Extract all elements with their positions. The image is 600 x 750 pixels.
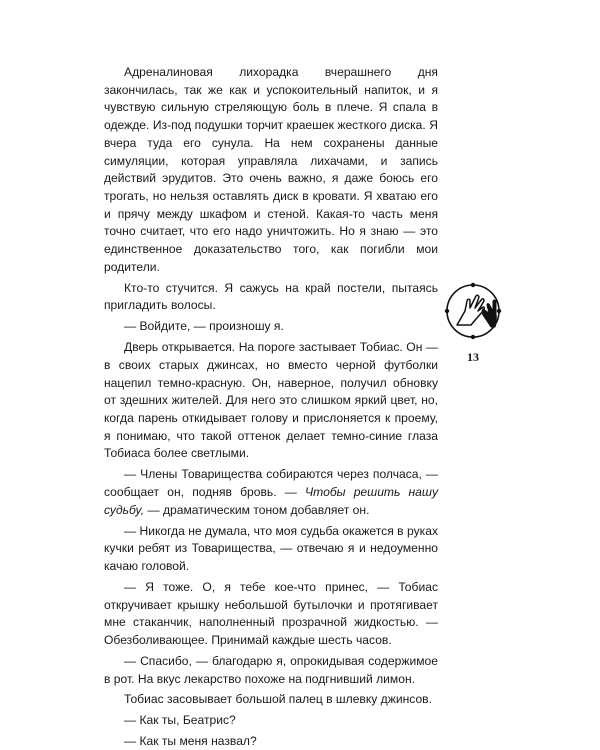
paragraph-text: Дверь открывается. На пороге застывает Тобиас. Он — в своих старых джинсах, но вместо черной футболки нацепил темно-красную. Он, наверное, получил обновку от здешних жителей. Для него это слишком яркий цвет, но, когда парень откидывает голову и прислоняется к проему, я понимаю, что такой оттенок делает темно-синие глаза Тобиаса более светлыми.: [104, 340, 438, 461]
paragraph-text: [104, 467, 438, 516]
paragraph: [104, 712, 438, 730]
body-text: [104, 64, 438, 750]
paragraph-text: — Никогда не думала, что моя судьба окажется в руках кучки ребят из Товарищества, — отвечаю я и недоуменно качаю головой.: [104, 523, 438, 573]
paragraph: [104, 733, 438, 750]
paragraph-text-part: — драматическим тоном добавляет он.: [144, 502, 370, 517]
page-number: 13: [467, 350, 479, 364]
paragraph-text: — Как ты меня назвал?: [124, 734, 257, 749]
paragraph-text-part: — Члены Товарищества собираются через полчаса, — сообщает он, подняв бровь. —: [104, 467, 438, 499]
paragraph: [104, 339, 438, 463]
paragraph: [104, 466, 438, 519]
paragraph-text: Кто-то стучится. Я сажусь на край постели, пытаясь пригладить волосы.: [104, 280, 438, 313]
paragraph-text: Адреналиновая лихорадка вчерашнего дня закончилась, так же как и успокоительный напиток, и я чувствую сильную стреляющую боль в плече. Я спала в одежде. Из-под подушки торчит краешек жесткого диска. Я вчера туда его сунула. На нем сохранены данные симуляции, которая управляла лихачами, и запись действий эрудитов. Это очень важно, я даже боюсь его трогать, но нельзя оставлять диск в кровати. Я хватаю его и прячу между шкафом и стеной. Какая-то часть меня точно считает, что его надо уничтожить. Но я знаю — это единственное доказательство того, как погибли мои родители.: [104, 65, 438, 274]
paragraph: [104, 280, 438, 315]
paragraph: [104, 523, 438, 576]
paragraph: [104, 318, 438, 336]
paragraph: [104, 64, 438, 276]
paragraph: [104, 653, 438, 688]
paragraph-text: — Спасибо, — благодарю я, опрокидывая содержимое в рот. На вкус лекарство похоже на подгнивший лимон.: [104, 653, 438, 686]
italic-phrase: Чтобы решить нашу судьбу,: [104, 484, 438, 517]
paragraph-text: Тобиас засовывает большой палец в шлевку джинсов.: [124, 692, 432, 707]
paragraph-text: — Как ты, Беатрис?: [124, 713, 236, 728]
helping-hands-icon: [443, 281, 503, 341]
paragraph: [104, 691, 438, 709]
paragraph: [104, 579, 438, 650]
paragraph-text: — Войдите, — произношу я.: [124, 319, 284, 334]
paragraph-text: — Я тоже. О, я тебе кое-что принес, — Тобиас откручивает крышку небольшой бутылочки и протягивает мне стаканчик, наполненный прозрачной жидкостью. — Обезболивающее. Принимай каждые шесть часов.: [104, 579, 438, 647]
